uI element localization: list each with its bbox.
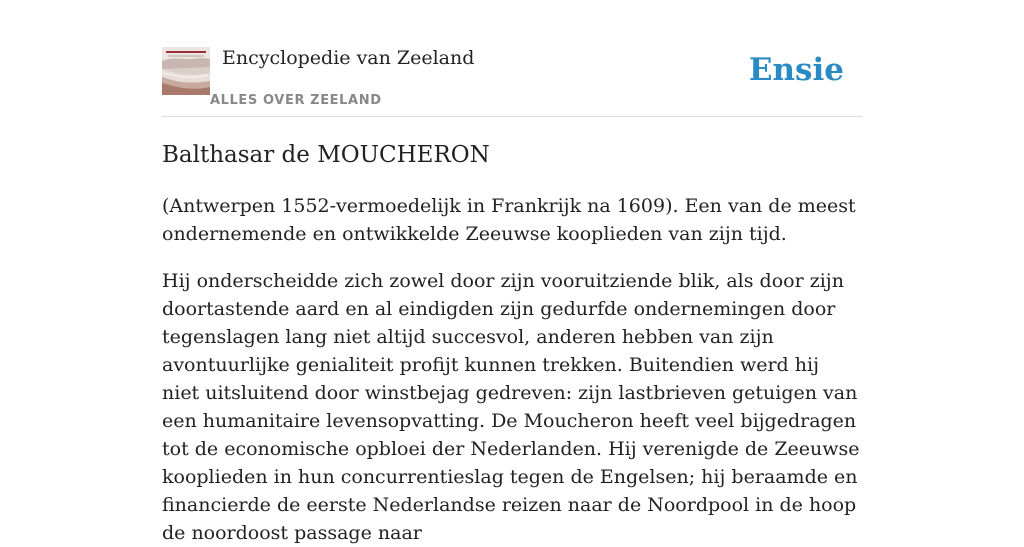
- page: [162, 0, 862, 544]
- book-pages-icon: [162, 47, 210, 95]
- article-paragraph-1: (Antwerpen 1552-vermoedelijk in Frankrijk na 1609). Een van de meest ondernemende en ontwikkelde Zeeuwse kooplieden van zijn tijd.: [162, 195, 856, 245]
- site-title[interactable]: Encyclopedie van Zeeland: [222, 47, 475, 69]
- brand-logo[interactable]: Ensie: [748, 52, 844, 88]
- site-header: [162, 0, 862, 117]
- article-title: Balthasar de MOUCHERON: [162, 142, 490, 168]
- article-paragraph-2: Hij onderscheidde zich zowel door zijn vooruitziende blik, als door zijn doortastende aard en al eindigden zijn gedurfde ondernemingen door tegenslagen lang niet altijd succesvol, anderen hebben van zijn avontuurlijke genialiteit profijt kunnen trekken. Buitendien werd hij niet uitsluitend door winstbejag gedreven: zijn lastbrieven getuigen van een humanitaire levensopvatting. De Moucheron heeft veel bijgedragen tot de economische opbloei der Nederlanden. Hij verenigde de Zeeuwse kooplieden in hun concurrentieslag tegen de Engelsen; hij beraamde en financierde de eerste Nederlandse reizen naar de Noordpool in de hoop de noordoost passage naar: [162, 270, 860, 544]
- site-tagline: ALLES OVER ZEELAND: [210, 93, 382, 108]
- site-avatar[interactable]: [162, 47, 210, 95]
